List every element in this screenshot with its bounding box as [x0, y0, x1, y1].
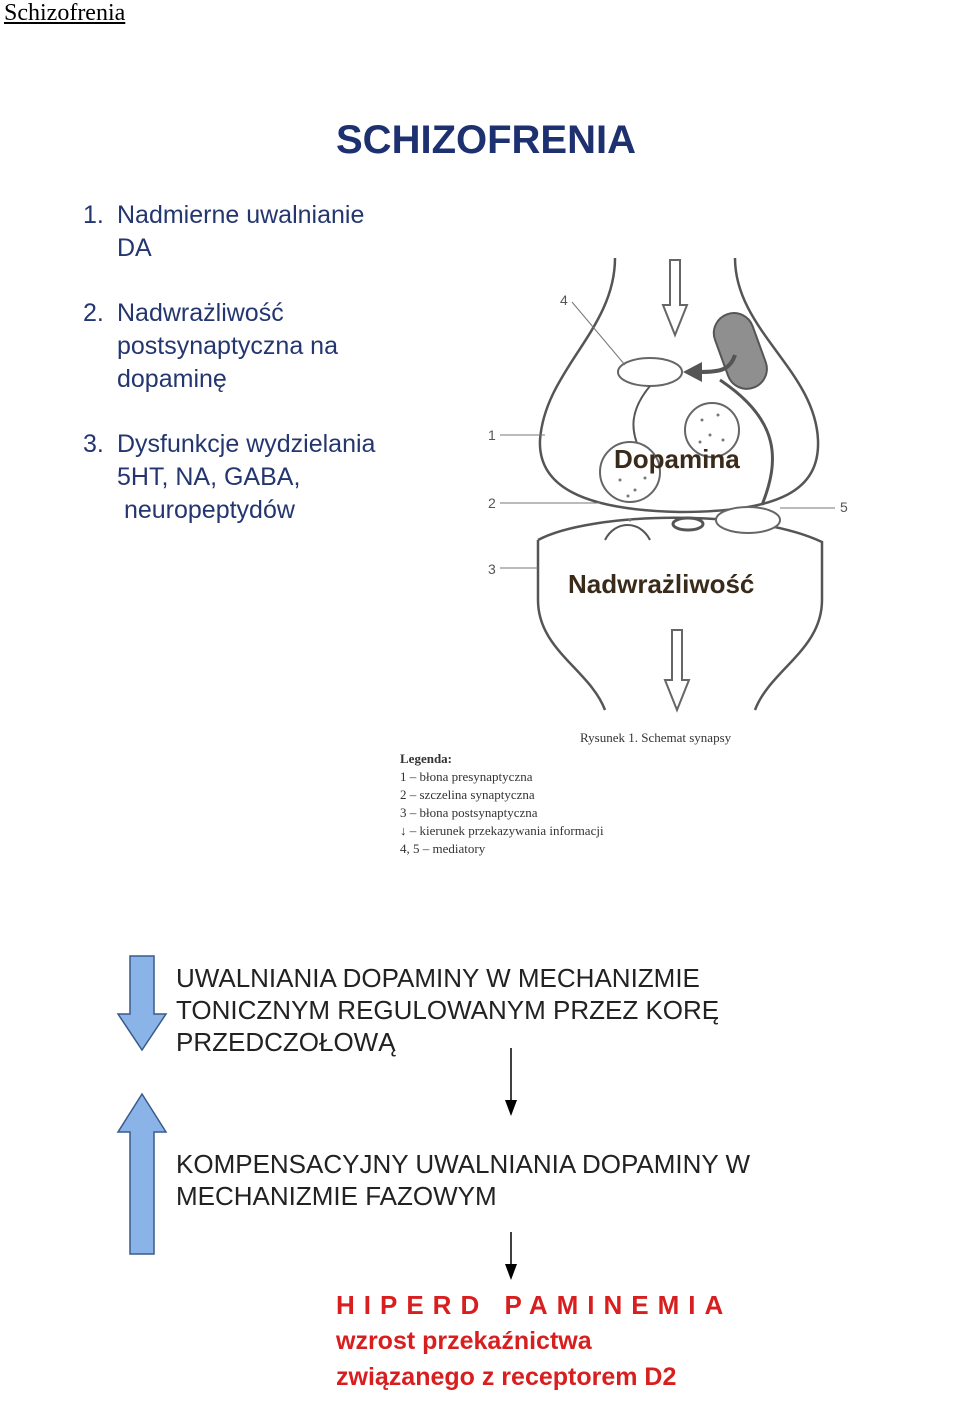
- synapse-diagram: [480, 250, 870, 720]
- label-nadwrazliwosc: Nadwrażliwość: [568, 569, 755, 599]
- down-arrow-icon: [114, 954, 170, 1054]
- flow-line: UWALNIANIA DOPAMINY W MECHANIZMIE: [176, 963, 700, 993]
- phasic-release-text: [176, 1148, 750, 1212]
- marker-1: 1: [488, 427, 496, 443]
- flow-arrow-icon: [503, 1048, 519, 1118]
- receptor-channel: [673, 518, 703, 530]
- flow-line: MECHANIZMIE FAZOWYM: [176, 1181, 497, 1211]
- tonic-release-text: [176, 962, 719, 1058]
- cause-text-continued: DA: [117, 234, 152, 262]
- result-block: [336, 1287, 732, 1395]
- legend-item-direction: [400, 822, 604, 840]
- cause-number: 1.: [83, 201, 104, 229]
- label-dopamina: Dopamina: [614, 444, 740, 474]
- mediator-5-vesicle: [716, 507, 780, 533]
- cause-item-3: [83, 428, 375, 527]
- down-arrow-icon: ↓: [400, 823, 410, 838]
- legend-item: 3 – błona postsynaptyczna: [400, 805, 538, 820]
- result-title: HIPERD PAMINEMIA: [336, 1290, 733, 1320]
- legend: [400, 750, 604, 858]
- result-line: wzrost przekaźnictwa: [336, 1327, 592, 1355]
- marker-4: 4: [560, 292, 568, 308]
- down-arrow-icon: [663, 260, 687, 335]
- figure-caption: Rysunek 1. Schemat synapsy: [580, 730, 732, 745]
- cause-number: 2.: [83, 299, 104, 327]
- page-heading: Schizofrenia: [4, 0, 126, 26]
- flow-arrow-icon: [503, 1232, 519, 1282]
- cause-text-continued: dopaminę: [117, 365, 227, 393]
- marker-2: 2: [488, 495, 496, 511]
- legend-item-text: – kierunek przekazywania informacji: [409, 823, 604, 838]
- cause-text-continued: neuropeptydów: [117, 496, 295, 524]
- down-arrow-icon: [665, 630, 689, 710]
- cause-text: Nadwrażliwość: [117, 299, 284, 327]
- flow-line: KOMPENSACYJNY UWALNIANIA DOPAMINY W: [176, 1149, 751, 1179]
- legend-item: 2 – szczelina synaptyczna: [400, 787, 535, 802]
- up-arrow-icon: [114, 1092, 170, 1258]
- marker-3: 3: [488, 561, 496, 577]
- legend-item: 4, 5 – mediatory: [400, 841, 486, 856]
- mitochondrion: [708, 307, 772, 394]
- cause-number: 3.: [83, 430, 104, 458]
- cause-item-2: [83, 297, 338, 396]
- flow-line: PRZEDCZOŁOWĄ: [176, 1027, 396, 1057]
- flow-line: TONICZNYM REGULOWANYM PRZEZ KORĘ: [176, 995, 720, 1025]
- cause-item-1: [83, 199, 364, 265]
- legend-heading: Legenda:: [400, 751, 452, 766]
- result-line: związanego z receptorem D2: [336, 1363, 677, 1391]
- marker-5: 5: [840, 499, 848, 515]
- cause-text: Dysfunkcje wydzielania: [117, 430, 376, 458]
- cause-text: Nadmierne uwalnianie: [117, 201, 365, 229]
- cause-text-continued: 5HT, NA, GABA,: [117, 463, 301, 491]
- cause-text-continued: postsynaptyczna na: [117, 332, 338, 360]
- mediator-4-vesicle: [618, 358, 682, 386]
- legend-item: 1 – błona presynaptyczna: [400, 769, 533, 784]
- main-title: SCHIZOFRENIA: [336, 118, 636, 162]
